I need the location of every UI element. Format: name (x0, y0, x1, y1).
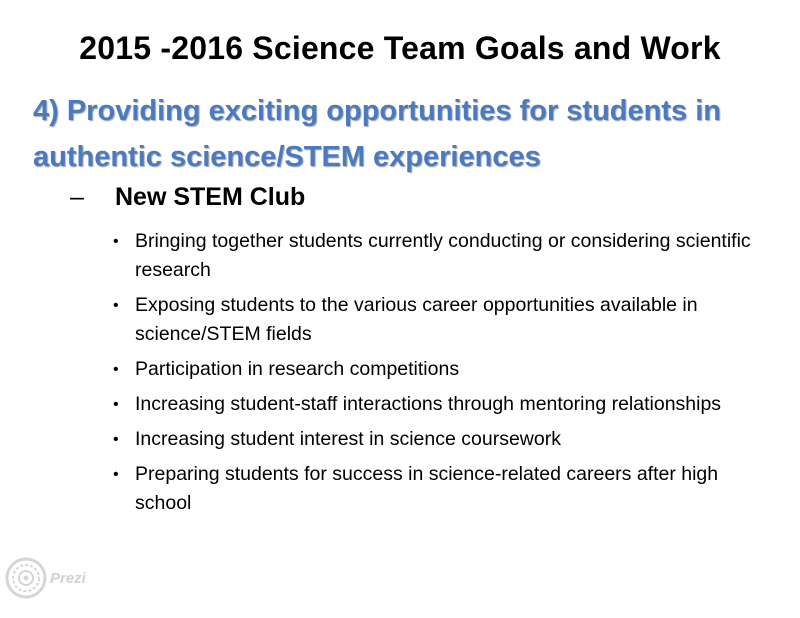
bullet-item (113, 291, 773, 349)
bullet-text: Participation in research competitions (135, 358, 460, 380)
prezi-logo-icon (4, 556, 48, 600)
bullet-item (113, 355, 773, 384)
bullet-text: Preparing students for success in science-related careers after high school (135, 463, 719, 514)
section-heading (70, 183, 305, 212)
prezi-watermark (4, 556, 86, 600)
bullet-icon: • (113, 233, 119, 250)
bullet-list (113, 227, 773, 524)
bullet-item (113, 460, 773, 518)
bullet-text: Exposing students to the various career opportunities available in science/STEM fields (135, 294, 698, 345)
bullet-item (113, 227, 773, 285)
bullet-text: Increasing student interest in science coursework (135, 428, 561, 450)
prezi-logo-text: Prezi (50, 569, 86, 587)
section-label: New STEM Club (115, 183, 306, 211)
bullet-icon: • (113, 431, 119, 448)
bullet-item (113, 390, 773, 419)
bullet-text: Bringing together students currently conducting or considering scientific research (135, 230, 751, 281)
bullet-item (113, 425, 773, 454)
slide-title: 2015 -2016 Science Team Goals and Work (79, 30, 721, 66)
bullet-icon: • (113, 297, 119, 314)
dash-marker: – (70, 183, 84, 211)
bullet-text: Increasing student-staff interactions through mentoring relationships (135, 393, 722, 415)
bullet-icon: • (113, 361, 119, 378)
bullet-icon: • (113, 396, 119, 413)
bullet-icon: • (113, 466, 119, 483)
goal-subheading: 4) Providing exciting opportunities for students in authentic science/STEM experiences (33, 95, 721, 173)
